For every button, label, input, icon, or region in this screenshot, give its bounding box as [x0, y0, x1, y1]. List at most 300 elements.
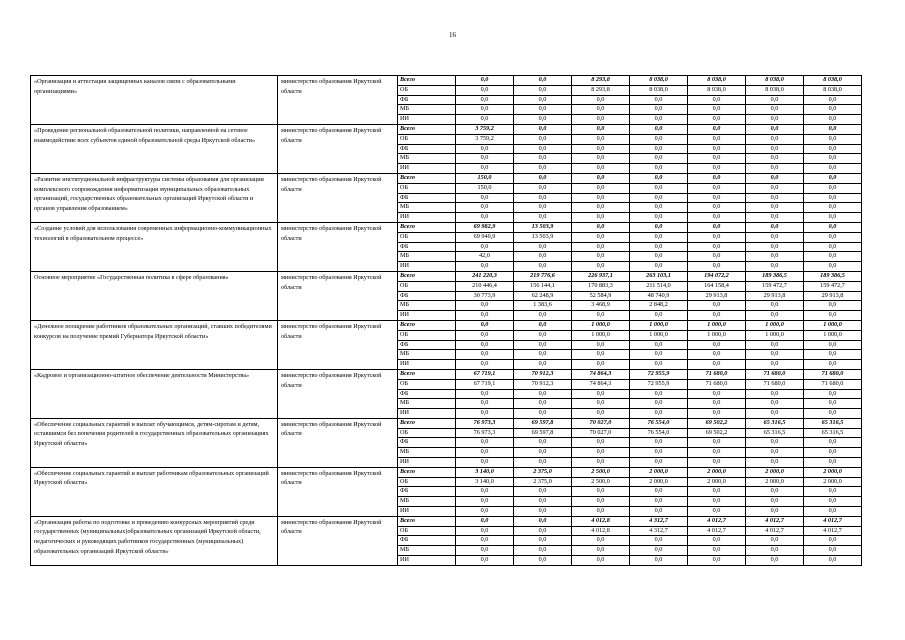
amount-cell: 71 680,0 [746, 379, 804, 389]
amount-cell: 0,0 [572, 242, 630, 252]
amount-cell: 0,0 [456, 458, 514, 468]
funding-source: Всего [398, 222, 456, 232]
amount-cell: 0,0 [746, 399, 804, 409]
amount-cell: 71 680,0 [804, 379, 862, 389]
amount-cell: 0,0 [514, 124, 572, 134]
amount-cell: 0,0 [688, 507, 746, 517]
amount-cell: 0,0 [688, 154, 746, 164]
amount-cell: 0,0 [688, 360, 746, 370]
amount-cell: 0,0 [456, 507, 514, 517]
table-row [31, 76, 862, 86]
funding-source: ОБ [398, 85, 456, 95]
amount-cell: 0,0 [630, 497, 688, 507]
amount-cell: 0,0 [688, 183, 746, 193]
amount-cell: 2 375,0 [514, 477, 572, 487]
amount-cell: 0,0 [630, 203, 688, 213]
amount-cell: 2 000,0 [688, 467, 746, 477]
amount-cell: 0,0 [514, 242, 572, 252]
amount-cell: 0,0 [688, 497, 746, 507]
amount-cell: 0,0 [746, 409, 804, 419]
amount-cell: 3 468,9 [572, 301, 630, 311]
table-row [31, 369, 862, 379]
amount-cell: 0,0 [804, 183, 862, 193]
amount-cell: 0,0 [688, 546, 746, 556]
amount-cell: 0,0 [630, 350, 688, 360]
amount-cell: 0,0 [572, 458, 630, 468]
amount-cell: 0,0 [746, 448, 804, 458]
amount-cell: 0,0 [688, 124, 746, 134]
amount-cell: 0,0 [746, 115, 804, 125]
amount-cell: 74 864,3 [572, 369, 630, 379]
funding-source: ФБ [398, 144, 456, 154]
amount-cell: 13 503,9 [514, 232, 572, 242]
amount-cell: 0,0 [630, 487, 688, 497]
amount-cell: 0,0 [572, 252, 630, 262]
amount-cell: 0,0 [746, 546, 804, 556]
activity-description: «Кадровое и организационно-штатное обеспечение деятельности Министерства» [31, 369, 278, 418]
funding-source: ИИ [398, 458, 456, 468]
amount-cell: 0,0 [572, 536, 630, 546]
amount-cell: 211 514,0 [630, 281, 688, 291]
amount-cell: 226 937,1 [572, 271, 630, 281]
amount-cell: 0,0 [572, 399, 630, 409]
amount-cell: 0,0 [514, 252, 572, 262]
amount-cell: 0,0 [804, 556, 862, 566]
amount-cell: 0,0 [746, 360, 804, 370]
amount-cell: 0,0 [804, 95, 862, 105]
amount-cell: 3 759,2 [456, 124, 514, 134]
amount-cell: 0,0 [746, 262, 804, 272]
amount-cell: 4 012,7 [804, 526, 862, 536]
amount-cell: 0,0 [456, 115, 514, 125]
amount-cell: 4 012,7 [746, 526, 804, 536]
amount-cell: 65 316,5 [804, 418, 862, 428]
activity-description: «Обеспечение социальных гарантий и выплат обучающимся, детям-сиротам и детям, оставшимся без попечения родителей в государственных образовательных организациях Иркутской области» [31, 418, 278, 467]
amount-cell: 4 012,8 [572, 516, 630, 526]
amount-cell: 0,0 [804, 438, 862, 448]
amount-cell: 0,0 [630, 124, 688, 134]
amount-cell: 0,0 [804, 242, 862, 252]
activity-description: «Обеспечение социальных гарантий и выплат работникам образовательных организаций Иркутской области» [31, 467, 278, 516]
amount-cell: 0,0 [746, 242, 804, 252]
amount-cell: 0,0 [630, 399, 688, 409]
amount-cell: 241 220,3 [456, 271, 514, 281]
amount-cell: 8 038,0 [804, 76, 862, 86]
funding-source: ОБ [398, 281, 456, 291]
amount-cell: 0,0 [746, 164, 804, 174]
amount-cell: 0,0 [804, 458, 862, 468]
amount-cell: 0,0 [688, 222, 746, 232]
amount-cell: 0,0 [514, 350, 572, 360]
amount-cell: 0,0 [630, 252, 688, 262]
responsible-executor: министерство образования Иркутской области [278, 516, 398, 565]
amount-cell: 0,0 [746, 340, 804, 350]
funding-source: МБ [398, 448, 456, 458]
amount-cell: 0,0 [456, 399, 514, 409]
amount-cell: 0,0 [456, 497, 514, 507]
responsible-executor: министерство образования Иркутской области [278, 418, 398, 467]
amount-cell: 1 383,6 [514, 301, 572, 311]
amount-cell: 4 012,7 [688, 526, 746, 536]
amount-cell: 0,0 [688, 203, 746, 213]
amount-cell: 0,0 [514, 389, 572, 399]
amount-cell: 0,0 [572, 350, 630, 360]
amount-cell: 1 000,0 [688, 320, 746, 330]
amount-cell: 2 848,2 [630, 301, 688, 311]
activity-description: «Денежное поощрение работников образовательных организаций, ставших победителями конкурсов на получение премий Губернатора Иркутской области» [31, 320, 278, 369]
activity-description: «Создание условий для использования современных информационно-коммуникационных технологий в образовательном процессе» [31, 222, 278, 271]
amount-cell: 0,0 [456, 409, 514, 419]
amount-cell: 0,0 [804, 301, 862, 311]
amount-cell: 0,0 [514, 144, 572, 154]
table-row [31, 320, 862, 330]
amount-cell: 0,0 [514, 262, 572, 272]
amount-cell: 0,0 [746, 487, 804, 497]
amount-cell: 1 000,0 [804, 320, 862, 330]
funding-source: ИИ [398, 213, 456, 223]
amount-cell: 0,0 [630, 311, 688, 321]
amount-cell: 0,0 [514, 526, 572, 536]
amount-cell: 159 472,7 [746, 281, 804, 291]
amount-cell: 8 038,0 [630, 76, 688, 86]
funding-source: ОБ [398, 428, 456, 438]
amount-cell: 0,0 [572, 213, 630, 223]
amount-cell: 71 680,0 [688, 369, 746, 379]
amount-cell: 0,0 [746, 507, 804, 517]
amount-cell: 0,0 [514, 134, 572, 144]
funding-source: МБ [398, 105, 456, 115]
amount-cell: 0,0 [630, 222, 688, 232]
funding-source: МБ [398, 252, 456, 262]
amount-cell: 29 913,8 [804, 291, 862, 301]
amount-cell: 0,0 [804, 448, 862, 458]
amount-cell: 219 776,6 [514, 271, 572, 281]
amount-cell: 0,0 [688, 301, 746, 311]
activity-description: «Организация и аттестация защищенных каналов связи с образовательными организациями» [31, 76, 278, 125]
amount-cell: 0,0 [804, 115, 862, 125]
funding-source: МБ [398, 497, 456, 507]
amount-cell: 0,0 [630, 409, 688, 419]
amount-cell: 0,0 [514, 438, 572, 448]
amount-cell: 4 012,7 [688, 516, 746, 526]
funding-source: Всего [398, 124, 456, 134]
amount-cell: 189 386,5 [804, 271, 862, 281]
amount-cell: 0,0 [688, 144, 746, 154]
amount-cell: 2 000,0 [688, 477, 746, 487]
amount-cell: 0,0 [804, 105, 862, 115]
amount-cell: 1 000,0 [804, 330, 862, 340]
amount-cell: 0,0 [572, 154, 630, 164]
amount-cell: 0,0 [746, 232, 804, 242]
amount-cell: 0,0 [746, 497, 804, 507]
amount-cell: 0,0 [514, 203, 572, 213]
amount-cell: 70 027,0 [572, 418, 630, 428]
funding-source: ОБ [398, 183, 456, 193]
activity-description: «Организация работы по подготовке и проведению конкурсных мероприятий среди государственных (муниципальных)образовательных организаций Иркутской области, педагогических и руководящих работников государственных (муниципальных) образовательных организаций Иркутской области» [31, 516, 278, 565]
amount-cell: 0,0 [746, 536, 804, 546]
amount-cell: 0,0 [572, 105, 630, 115]
amount-cell: 0,0 [572, 556, 630, 566]
amount-cell: 0,0 [572, 203, 630, 213]
amount-cell: 0,0 [630, 144, 688, 154]
amount-cell: 0,0 [630, 340, 688, 350]
amount-cell: 0,0 [804, 203, 862, 213]
amount-cell: 0,0 [630, 115, 688, 125]
amount-cell: 0,0 [804, 487, 862, 497]
amount-cell: 0,0 [572, 389, 630, 399]
amount-cell: 0,0 [456, 301, 514, 311]
amount-cell: 0,0 [630, 95, 688, 105]
amount-cell: 0,0 [804, 311, 862, 321]
amount-cell: 62 248,9 [514, 291, 572, 301]
amount-cell: 71 680,0 [688, 379, 746, 389]
amount-cell: 0,0 [746, 183, 804, 193]
amount-cell: 0,0 [688, 448, 746, 458]
amount-cell: 0,0 [688, 105, 746, 115]
amount-cell: 52 584,9 [572, 291, 630, 301]
amount-cell: 0,0 [456, 203, 514, 213]
amount-cell: 0,0 [688, 252, 746, 262]
amount-cell: 0,0 [688, 340, 746, 350]
funding-source: МБ [398, 546, 456, 556]
amount-cell: 2 000,0 [630, 467, 688, 477]
amount-cell: 0,0 [456, 487, 514, 497]
funding-source: ИИ [398, 360, 456, 370]
amount-cell: 0,0 [572, 487, 630, 497]
amount-cell: 0,0 [456, 76, 514, 86]
amount-cell: 0,0 [456, 85, 514, 95]
amount-cell: 0,0 [572, 232, 630, 242]
funding-source: Всего [398, 76, 456, 86]
amount-cell: 0,0 [514, 497, 572, 507]
funding-source: ОБ [398, 526, 456, 536]
responsible-executor: министерство образования Иркутской области [278, 173, 398, 222]
amount-cell: 8 038,0 [746, 76, 804, 86]
amount-cell: 0,0 [804, 134, 862, 144]
amount-cell: 0,0 [688, 409, 746, 419]
amount-cell: 0,0 [514, 487, 572, 497]
amount-cell: 0,0 [688, 536, 746, 546]
amount-cell: 0,0 [514, 76, 572, 86]
amount-cell: 69 982,9 [456, 222, 514, 232]
amount-cell: 65 316,5 [804, 428, 862, 438]
funding-source: ФБ [398, 291, 456, 301]
funding-source: ФБ [398, 438, 456, 448]
amount-cell: 4 012,7 [746, 516, 804, 526]
amount-cell: 0,0 [630, 360, 688, 370]
amount-cell: 0,0 [804, 222, 862, 232]
amount-cell: 0,0 [746, 458, 804, 468]
amount-cell: 0,0 [514, 164, 572, 174]
amount-cell: 210 446,4 [456, 281, 514, 291]
amount-cell: 0,0 [804, 497, 862, 507]
funding-source: МБ [398, 203, 456, 213]
amount-cell: 76 973,3 [456, 418, 514, 428]
amount-cell: 70 912,3 [514, 379, 572, 389]
funding-source: ОБ [398, 330, 456, 340]
amount-cell: 2 000,0 [746, 477, 804, 487]
amount-cell: 0,0 [688, 399, 746, 409]
amount-cell: 8 038,0 [688, 85, 746, 95]
amount-cell: 0,0 [514, 311, 572, 321]
funding-source: ФБ [398, 487, 456, 497]
amount-cell: 0,0 [514, 458, 572, 468]
amount-cell: 76 554,0 [630, 418, 688, 428]
amount-cell: 1 000,0 [688, 330, 746, 340]
amount-cell: 0,0 [456, 536, 514, 546]
amount-cell: 0,0 [572, 222, 630, 232]
amount-cell: 0,0 [804, 154, 862, 164]
amount-cell: 0,0 [746, 389, 804, 399]
table-row [31, 467, 862, 477]
funding-source: ОБ [398, 134, 456, 144]
responsible-executor: министерство образования Иркутской области [278, 467, 398, 516]
amount-cell: 0,0 [630, 536, 688, 546]
amount-cell: 0,0 [630, 546, 688, 556]
amount-cell: 0,0 [514, 399, 572, 409]
amount-cell: 0,0 [456, 242, 514, 252]
amount-cell: 0,0 [514, 183, 572, 193]
amount-cell: 8 293,8 [572, 76, 630, 86]
amount-cell: 29 913,8 [688, 291, 746, 301]
funding-source: ФБ [398, 389, 456, 399]
amount-cell: 0,0 [456, 164, 514, 174]
amount-cell: 0,0 [456, 144, 514, 154]
amount-cell: 0,0 [572, 311, 630, 321]
amount-cell: 0,0 [572, 173, 630, 183]
amount-cell: 2 500,0 [572, 477, 630, 487]
amount-cell: 67 719,1 [456, 369, 514, 379]
page-number: 16 [449, 31, 456, 39]
amount-cell: 71 680,0 [804, 369, 862, 379]
amount-cell: 0,0 [514, 516, 572, 526]
amount-cell: 0,0 [456, 526, 514, 536]
amount-cell: 0,0 [804, 409, 862, 419]
amount-cell: 189 386,5 [746, 271, 804, 281]
responsible-executor: министерство образования Иркутской области [278, 320, 398, 369]
amount-cell: 0,0 [688, 262, 746, 272]
amount-cell: 194 072,2 [688, 271, 746, 281]
amount-cell: 2 000,0 [804, 467, 862, 477]
amount-cell: 0,0 [804, 399, 862, 409]
amount-cell: 8 038,0 [630, 85, 688, 95]
amount-cell: 69 502,2 [688, 418, 746, 428]
amount-cell: 2 375,0 [514, 467, 572, 477]
amount-cell: 8 038,0 [688, 76, 746, 86]
amount-cell: 42,0 [456, 252, 514, 262]
amount-cell: 0,0 [514, 95, 572, 105]
amount-cell: 0,0 [804, 536, 862, 546]
amount-cell: 3 140,0 [456, 467, 514, 477]
amount-cell: 0,0 [572, 546, 630, 556]
amount-cell: 0,0 [630, 183, 688, 193]
amount-cell: 0,0 [514, 546, 572, 556]
amount-cell: 0,0 [456, 311, 514, 321]
amount-cell: 0,0 [688, 438, 746, 448]
amount-cell: 0,0 [514, 193, 572, 203]
table-row [31, 516, 862, 526]
amount-cell: 0,0 [688, 556, 746, 566]
funding-source: ФБ [398, 536, 456, 546]
funding-source: ФБ [398, 95, 456, 105]
amount-cell: 0,0 [456, 516, 514, 526]
amount-cell: 0,0 [572, 95, 630, 105]
funding-source: ФБ [398, 193, 456, 203]
amount-cell: 0,0 [514, 85, 572, 95]
amount-cell: 0,0 [804, 507, 862, 517]
amount-cell: 70 027,0 [572, 428, 630, 438]
amount-cell: 69 597,8 [514, 428, 572, 438]
table-row [31, 124, 862, 134]
amount-cell: 0,0 [630, 448, 688, 458]
amount-cell: 0,0 [630, 262, 688, 272]
amount-cell: 0,0 [572, 340, 630, 350]
amount-cell: 0,0 [456, 556, 514, 566]
amount-cell: 0,0 [572, 507, 630, 517]
amount-cell: 0,0 [804, 252, 862, 262]
responsible-executor: министерство образования Иркутской области [278, 222, 398, 271]
amount-cell: 0,0 [804, 213, 862, 223]
funding-source: ФБ [398, 340, 456, 350]
amount-cell: 0,0 [746, 350, 804, 360]
responsible-executor: министерство образования Иркутской области [278, 369, 398, 418]
amount-cell: 76 554,0 [630, 428, 688, 438]
amount-cell: 0,0 [688, 193, 746, 203]
amount-cell: 0,0 [746, 95, 804, 105]
amount-cell: 0,0 [514, 409, 572, 419]
table-row [31, 271, 862, 281]
amount-cell: 0,0 [804, 173, 862, 183]
activity-description: «Проведение региональной образовательной политики, направленной на сетевое взаимодействие всех субъектов единой образовательной среды Иркутской области» [31, 124, 278, 173]
responsible-executor: министерство образования Иркутской области [278, 76, 398, 125]
amount-cell: 263 103,1 [630, 271, 688, 281]
amount-cell: 0,0 [630, 105, 688, 115]
amount-cell: 0,0 [456, 262, 514, 272]
funding-source: ИИ [398, 311, 456, 321]
amount-cell: 0,0 [688, 115, 746, 125]
funding-source: ОБ [398, 232, 456, 242]
amount-cell: 71 680,0 [746, 369, 804, 379]
amount-cell: 0,0 [456, 320, 514, 330]
funding-source: Всего [398, 516, 456, 526]
amount-cell: 0,0 [630, 173, 688, 183]
amount-cell: 8 038,0 [804, 85, 862, 95]
budget-table [30, 75, 862, 566]
amount-cell: 0,0 [456, 330, 514, 340]
amount-cell: 0,0 [572, 115, 630, 125]
funding-source: МБ [398, 154, 456, 164]
amount-cell: 1 000,0 [572, 330, 630, 340]
funding-source: ИИ [398, 409, 456, 419]
amount-cell: 0,0 [804, 389, 862, 399]
funding-source: ИИ [398, 262, 456, 272]
amount-cell: 0,0 [514, 105, 572, 115]
amount-cell: 69 502,2 [688, 428, 746, 438]
amount-cell: 0,0 [572, 144, 630, 154]
amount-cell: 76 973,3 [456, 428, 514, 438]
amount-cell: 1 000,0 [746, 330, 804, 340]
amount-cell: 0,0 [688, 350, 746, 360]
amount-cell: 2 500,0 [572, 467, 630, 477]
amount-cell: 0,0 [746, 144, 804, 154]
amount-cell: 3 140,0 [456, 477, 514, 487]
amount-cell: 0,0 [456, 95, 514, 105]
amount-cell: 150,0 [456, 173, 514, 183]
amount-cell: 8 293,8 [572, 85, 630, 95]
amount-cell: 0,0 [514, 213, 572, 223]
amount-cell: 0,0 [572, 262, 630, 272]
amount-cell: 0,0 [514, 173, 572, 183]
